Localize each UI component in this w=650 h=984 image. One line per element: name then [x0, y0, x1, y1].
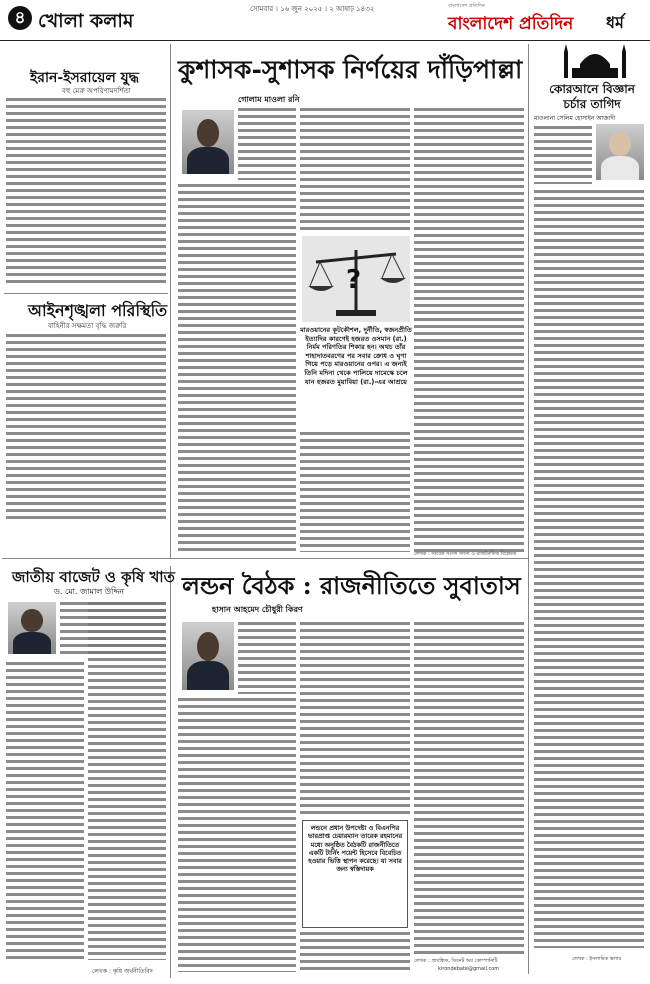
article-body-quran	[534, 188, 644, 948]
headline-quran-line1: কোরআনে বিজ্ঞান চর্চার তাগিদ	[549, 82, 635, 111]
section-title: খোলা কলাম	[38, 10, 134, 32]
column-rule	[170, 566, 171, 978]
article-body-quran	[534, 124, 592, 184]
headline-iran-israel: ইরান-ইসরায়েল যুদ্ধ	[30, 70, 140, 86]
headline-london: লন্ডন বৈঠক : রাজনীতিতে সুবাতাস	[182, 571, 521, 600]
pullquote-box-london	[302, 820, 408, 928]
mosque-illustration	[560, 42, 630, 78]
column-rule	[170, 44, 171, 558]
pullquote-kushasak: মারওয়ানের কূটকৌশল, দুর্নীতি, স্বজনপ্রীতি ইত্যাদির কারণেই হজরত ওসমান (রা.) নির্মম পরিণতির শিকার হন। অথচ তাঁর শাহাদাতবরণের পর সবার ক্রোধ ও ঘৃণা গিয়ে পড়ে মারওয়ানের ওপর। এ জন্যই তিনি মদিনা থেকে পালিয়ে দামেস্কে চলে যান হজরত মুয়াবিয়া (রা.)-এর আশ্রয়ে	[300, 326, 412, 386]
author-email-london: kirondebate@gmail.com	[438, 966, 500, 972]
subhead-iran-israel: বহু মেরু অপরিণামদর্শিতা	[62, 87, 131, 95]
article-body-budget	[6, 660, 84, 960]
article-body-iran-israel	[6, 96, 166, 286]
page-header	[0, 0, 650, 41]
pullquote-london: লন্ডনে প্রধান উপদেষ্টা ও বিএনপির ভারপ্রাপ্ত চেয়ারম্যান তারেক রহমানের মধ্যে অনুষ্ঠিত বৈঠকটি রাজনীতিতে একটি টার্নিং পয়েন্ট হিসেবে বিবেচিত হওয়ার ভিত্তি স্থাপন করেছে। যা সবার জন্য স্বস্তিদায়ক	[307, 824, 403, 874]
byline-quran: মাওলানা সেলিম হোসাইন আজাদী	[534, 115, 616, 122]
article-body-london	[300, 930, 410, 972]
article-body-kushasak	[300, 106, 410, 232]
byline-kushasak: গোলাম মাওলা রনি	[238, 95, 300, 104]
author-photo	[596, 124, 644, 180]
dateline: সোমবার । ১৬ জুন ২০২৫ । ২ আষাঢ় ১৪৩২	[250, 5, 375, 13]
subhead-law-order: বাহিনীর সক্ষমতা বৃদ্ধি জরুরি	[48, 322, 127, 330]
category-label: ধর্ম	[606, 13, 624, 32]
article-body-budget	[88, 600, 166, 960]
article-body-kushasak	[300, 430, 410, 552]
article-body-kushasak	[178, 182, 296, 552]
page-number: ৪	[8, 6, 32, 30]
author-photo	[182, 622, 234, 690]
byline-london: হাসান আহমেদ চৌধুরী কিরণ	[212, 605, 303, 614]
article-body-law-order	[6, 332, 166, 522]
article-body-london	[178, 696, 296, 972]
article-body-london	[414, 620, 524, 956]
article-body-kushasak	[414, 106, 524, 552]
author-photo	[182, 110, 234, 174]
scale-illustration	[302, 236, 410, 322]
article-body-london	[300, 620, 410, 818]
headline-law-order: আইনশৃঙ্খলা পরিস্থিতি	[28, 301, 168, 320]
article-body-kushasak	[238, 106, 296, 180]
headline-kushasak: কুশাসক-সুশাসক নির্ণয়ের দাঁড়িপাল্লা	[178, 55, 523, 84]
headline-budget: জাতীয় বাজেট ও কৃষি খাত	[12, 568, 175, 586]
column-rule	[528, 44, 529, 974]
byline-budget: ড. মো. জামাল উদ্দিন	[54, 587, 125, 596]
article-body-london	[238, 620, 296, 694]
row-rule	[4, 293, 168, 294]
author-note-budget: লেখক : কৃষি অর্থনীতিবিদ	[92, 968, 153, 975]
brand-tagline: বাংলাদেশ প্রতিদিন	[448, 3, 485, 9]
author-note-kushasak: লেখক : সাবেক সংসদ সদস্য ও রাজনৈতিক বিশ্লেষক	[414, 551, 517, 557]
author-photo	[8, 602, 56, 654]
svg-text:?: ?	[346, 265, 362, 295]
author-note-london: লেখক : প্রাবন্ধিক, ডিনেট অব কোম্পানিটি	[414, 958, 498, 964]
newspaper-logo: বাংলাদেশ প্রতিদিন	[448, 14, 574, 34]
author-note-quran: লেখক : ইসলামিক স্কলার	[572, 956, 622, 962]
